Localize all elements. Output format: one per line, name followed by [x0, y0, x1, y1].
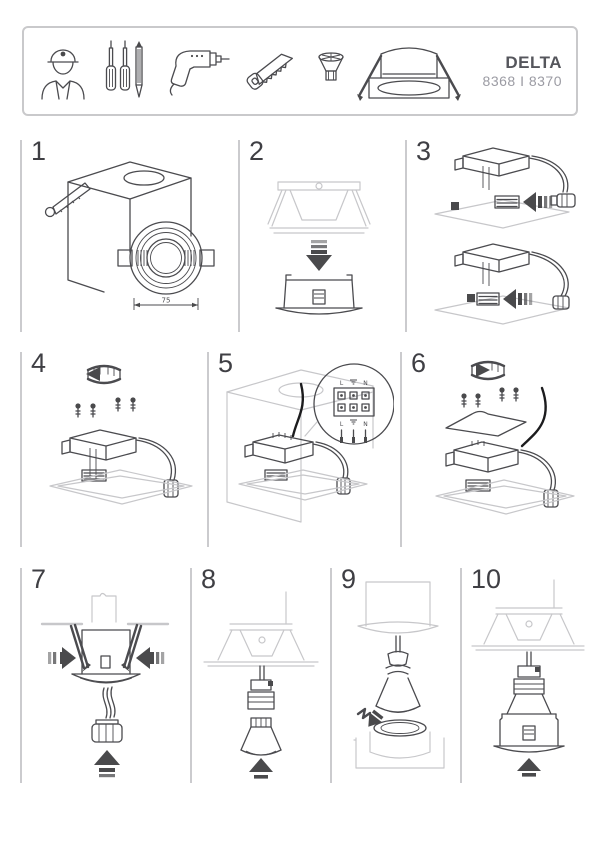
product-name: DELTA — [505, 53, 562, 73]
step-number: 2 — [249, 136, 265, 166]
step2-illustration-insert-housing — [244, 140, 394, 328]
saw-icon — [244, 43, 302, 99]
mounting-ring-top-view — [118, 222, 214, 294]
housing-ghost — [92, 594, 116, 623]
terminal-label-n-top: N — [363, 380, 368, 387]
cover-plate — [446, 412, 526, 437]
step-panel-2 — [238, 136, 396, 332]
ring-with-springs — [71, 625, 141, 683]
screws — [75, 397, 135, 417]
cable-clamp-icon — [472, 362, 504, 380]
step3-illustration-plug-connector — [411, 140, 583, 330]
lamp-socket — [248, 666, 274, 709]
required-tools — [38, 39, 346, 103]
terminal-label-n-bottom: N — [363, 421, 368, 428]
step1-illustration-cut-hole — [26, 140, 228, 328]
step5-illustration-wire-terminal — [213, 352, 394, 544]
header-box — [22, 26, 578, 116]
step-number: 7 — [31, 564, 47, 594]
screws — [461, 387, 518, 407]
terminal-label-l-bottom: L — [339, 421, 344, 428]
cable-clamp-icon — [86, 366, 120, 384]
step-number: 4 — [31, 348, 47, 378]
step-panel-9 — [330, 564, 456, 783]
driver-assembly — [446, 440, 558, 507]
installer-icon — [38, 39, 88, 103]
push-up-arrow — [517, 758, 541, 777]
driver-assembly — [62, 430, 178, 497]
step-panel-7 — [20, 564, 185, 783]
step9-illustration-fit-trim — [336, 568, 456, 780]
step-panel-1 — [20, 136, 232, 332]
socket-and-lamp — [376, 636, 420, 713]
step-panel-8 — [190, 564, 326, 783]
step-number: 1 — [31, 136, 47, 166]
lamp-module — [494, 652, 564, 752]
installed-fixture-ghost — [204, 592, 318, 666]
installed-ring-ghost — [472, 580, 584, 650]
cutout-diameter-label: 75 — [161, 296, 171, 305]
step-panel-6 — [400, 348, 583, 547]
step-panel-4 — [20, 348, 200, 547]
plug-in-arrow — [523, 192, 552, 212]
cable-connector — [92, 687, 122, 742]
step-number: 8 — [201, 564, 217, 594]
brand-block — [483, 53, 562, 89]
gu10-lamp-icon — [316, 51, 346, 91]
press-arrow-right — [136, 647, 164, 669]
installed-ring-ghost — [268, 182, 370, 233]
step4-illustration-fix-driver — [26, 352, 200, 544]
connector-attached — [435, 244, 569, 324]
trim-ring — [354, 720, 444, 768]
housing-ghost — [358, 582, 438, 633]
product-block — [349, 34, 562, 108]
step-number: 9 — [341, 564, 357, 594]
screwdrivers-pencil-icon — [102, 39, 150, 103]
insert-down-arrow — [306, 240, 332, 271]
step-panel-5 — [207, 348, 394, 547]
step8-illustration-insert-lamp — [196, 568, 326, 780]
step-panel-3 — [405, 136, 583, 332]
step-number: 10 — [471, 564, 502, 594]
step7-illustration-compress-springs — [26, 568, 184, 780]
gu10-lamp — [241, 718, 281, 755]
terminal-label-l-top: L — [339, 380, 344, 387]
downlight-product-icon — [349, 34, 469, 108]
drill-icon — [164, 42, 230, 100]
cutout-dimension — [134, 297, 198, 311]
step-number: 5 — [218, 348, 234, 378]
push-up-arrow — [249, 758, 273, 779]
connector-detached — [435, 148, 575, 228]
step-number: 6 — [411, 348, 427, 378]
driver-assembly — [245, 432, 350, 494]
terminal-detail — [305, 364, 394, 444]
step10-illustration-insert-module — [466, 568, 586, 780]
step6-illustration-fit-cover — [406, 352, 583, 544]
step-panel-10 — [460, 564, 586, 783]
product-codes: 8368 I 8370 — [482, 72, 562, 89]
push-up-arrow — [94, 750, 120, 777]
mains-cable — [522, 388, 546, 446]
earth-icon — [350, 420, 357, 424]
step-number: 3 — [416, 136, 432, 166]
stripped-wires — [340, 430, 367, 443]
lamp-housing — [276, 275, 362, 314]
press-arrow-left — [48, 647, 76, 669]
